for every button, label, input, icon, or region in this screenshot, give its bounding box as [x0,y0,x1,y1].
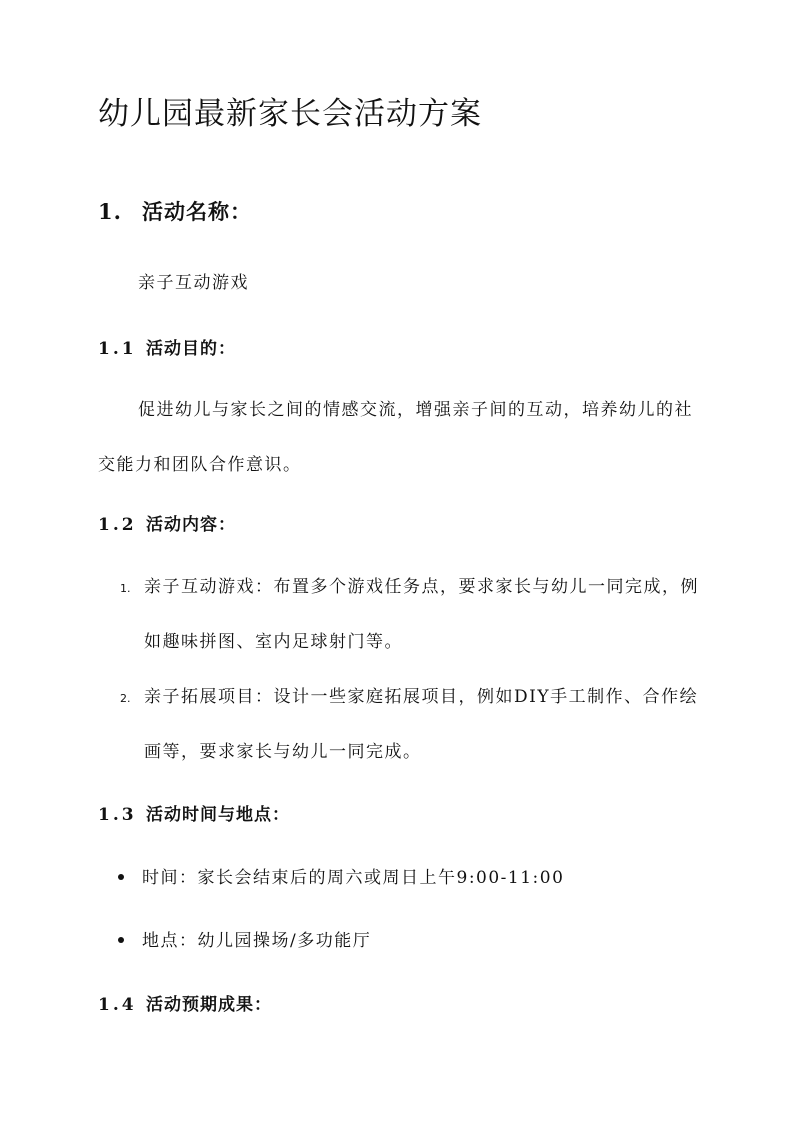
list-item [120,670,710,780]
section-1-2-title: 活动内容： [146,515,236,535]
section-1-1-number: 1.1 [98,339,137,359]
list-item-text: 亲子拓展项目：设计一些家庭拓展项目，例如DIY手工制作、合作绘画等，要求家长与幼儿一同完成。 [144,687,699,762]
list-marker: 1. [120,582,131,595]
bullet-item [118,863,564,888]
section-1-2-number: 1.2 [98,515,137,535]
bullet-dot [118,874,124,880]
bullet-item [118,926,371,951]
section-1-3-number: 1.3 [98,805,137,825]
list-item-text: 亲子互动游戏：布置多个游戏任务点，要求家长与幼儿一同完成，例如趣味拼图、室内足球射门等。 [144,577,699,652]
list-marker: 2. [120,692,131,705]
section-1-4-heading [98,990,272,1015]
section-1-1-title: 活动目的： [146,339,236,359]
section-1-3-title: 活动时间与地点： [146,805,290,825]
bullet-text: 时间：家长会结束后的周六或周日上午9:00-11:00 [142,868,565,888]
section-1-title: 活动名称： [142,199,252,224]
section-1-content: 亲子互动游戏 [138,273,249,293]
section-1-1-heading [98,334,236,359]
section-1-2-heading [98,510,236,535]
section-1-3-heading [98,800,290,825]
bullet-text: 地点：幼儿园操场/多功能厅 [142,931,372,951]
document-title: 幼儿园最新家长会活动方案 [98,96,482,132]
section-1-number: 1. [98,199,122,224]
section-1-heading [98,196,252,226]
section-1-1-content: 促进幼儿与家长之间的情感交流，增强亲子间的互动，培养幼儿的社交能力和团队合作意识。 [98,400,693,475]
list-item [120,560,710,670]
section-1-4-number: 1.4 [98,995,137,1015]
bullet-dot [118,937,124,943]
section-1-4-title: 活动预期成果： [146,995,272,1015]
